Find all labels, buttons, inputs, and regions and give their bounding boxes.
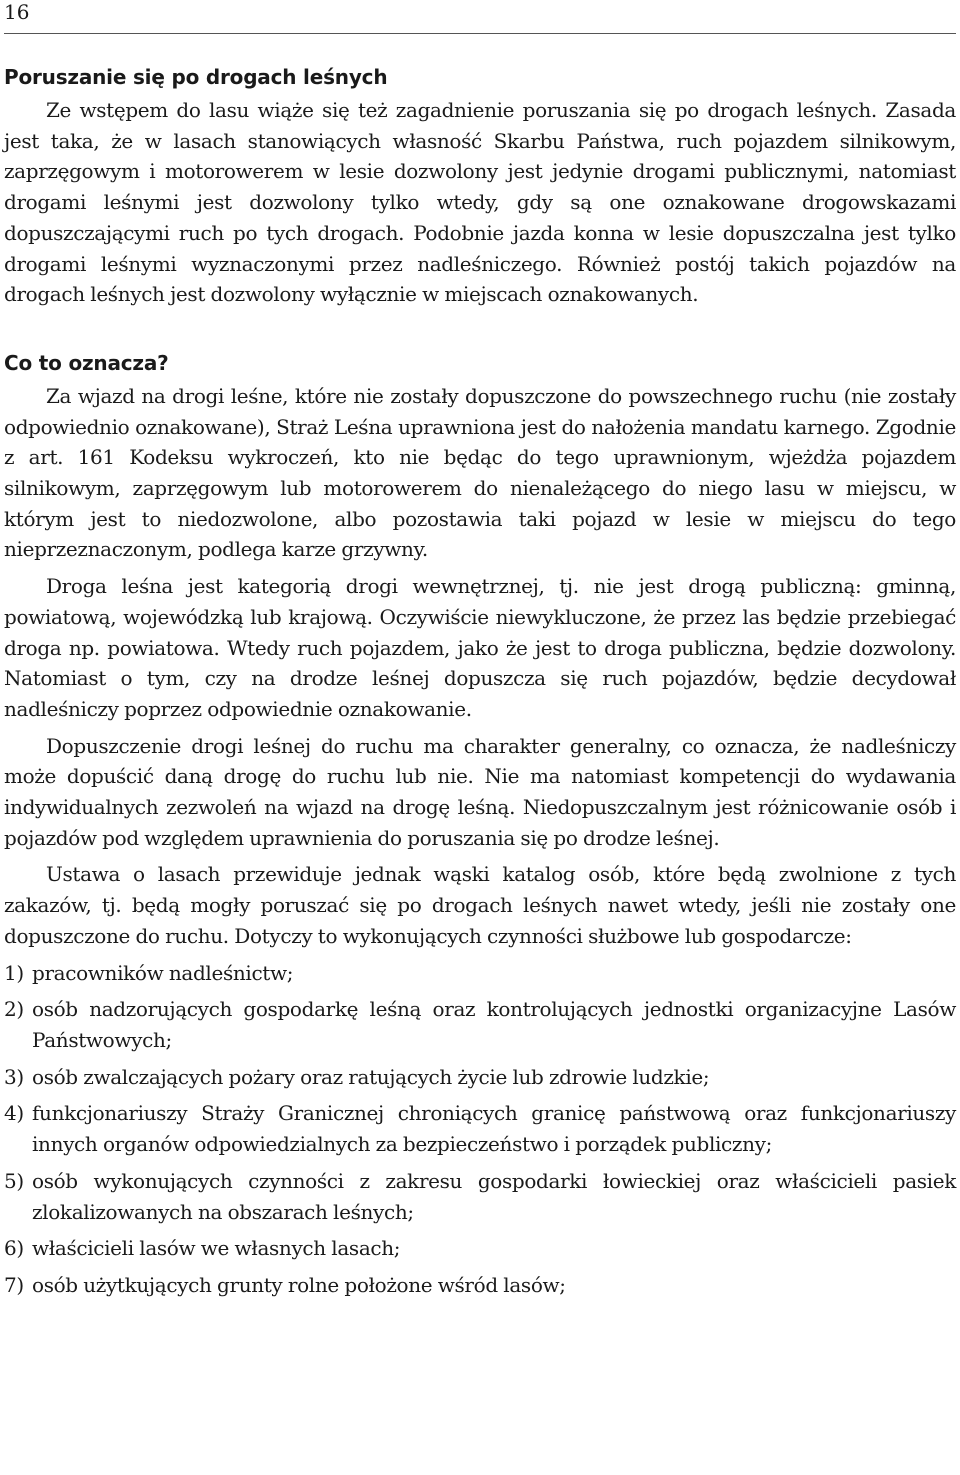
list-item-number: 5)	[4, 1168, 24, 1193]
list-item-number: 7)	[4, 1272, 24, 1297]
list-item	[4, 1166, 956, 1227]
list-item	[4, 1062, 956, 1093]
list-item-number: 4)	[4, 1101, 24, 1126]
body-paragraph: Ustawa o lasach przewiduje jednak wąski katalog osób, które będą zwolnione z tych zakazów, tj. będą mogły poruszać się po drogach leśnych nawet wtedy, jeśli nie zostały one dopuszczone do ruchu. Dotyczy to wykonujących czynności służbowe lub gospodarcze:	[4, 862, 956, 948]
page-number: 16	[4, 0, 30, 24]
list-item-number: 6)	[4, 1236, 24, 1261]
list-item-text: osób użytkujących grunty rolne położone wśród lasów;	[32, 1272, 566, 1297]
section-heading-forest-roads: Poruszanie się po drogach leśnych	[4, 65, 388, 89]
list-item-text: osób nadzorujących gospodarkę leśną oraz kontrolujących jednostki organizacyjne Lasów Państwowych;	[32, 997, 956, 1052]
body-paragraph: Dopuszczenie drogi leśnej do ruchu ma charakter generalny, co oznacza, że nadleśniczy może dopuścić daną drogę do ruchu lub nie. Nie ma natomiast kompetencji do wydawania indywidualnych zezwoleń na wjazd na drogę leśną. Niedopuszczalnym jest różnicowanie osób i pojazdów pod względem uprawnienia do poruszania się po drodze leśnej.	[4, 733, 956, 850]
list-item	[4, 1270, 956, 1301]
list-item	[4, 994, 956, 1055]
list-item-number: 3)	[4, 1064, 24, 1089]
header-rule	[4, 33, 956, 34]
exemption-list	[4, 958, 956, 1301]
list-item-text: pracowników nadleśnictw;	[32, 960, 294, 985]
intro-paragraph: Ze wstępem do lasu wiąże się też zagadnienie poruszania się po drogach leśnych. Zasada jest taka, że w lasach stanowiących własność Skarbu Państwa, ruch pojazdem silnikowym, zaprzęgowym i motorowerem w lesie dozwolony jest jedynie drogami publicznymi, natomiast drogami leśnymi jest dozwolony tylko wtedy, gdy są one oznakowane drogowskazami dopuszczającymi ruch po tych drogach. Podobnie jazda konna w lesie dopuszczalna jest tylko drogami leśnymi wyznaczonymi przez nadleśniczego. Również postój takich pojazdów na drogach leśnych jest dozwolony wyłącznie w miejscach oznakowanych.	[4, 98, 956, 307]
list-item-number: 2)	[4, 997, 24, 1022]
list-item-text: właścicieli lasów we własnych lasach;	[32, 1236, 401, 1261]
body-paragraph: Za wjazd na drogi leśne, które nie zostały dopuszczone do powszechnego ruchu (nie zostały odpowiednio oznakowane), Straż Leśna uprawniona jest do nałożenia mandatu karnego. Zgodnie z art. 161 Kodeksu wykroczeń, kto nie będąc do tego uprawnionym, wjeżdża pojazdem silnikowym, zaprzęgowym lub motorowerem do nienależącego do niego lasu w miejscu, w którym jest to niedozwolone, albo pozostawia taki pojazd w lesie w miejscu do tego nieprzeznaczonym, podlega karze grzywny.	[4, 383, 956, 562]
list-item	[4, 958, 956, 989]
page-content	[4, 62, 956, 1307]
list-item-text: funkcjonariuszy Straży Granicznej chroniących granicę państwową oraz funkcjonariuszy innych organów odpowiedzialnych za bezpieczeństwo i porządek publiczny;	[32, 1101, 956, 1157]
list-item-text: osób zwalczających pożary oraz ratujących życie lub zdrowie ludzkie;	[32, 1064, 710, 1089]
list-item-number: 1)	[4, 960, 24, 985]
body-paragraph: Droga leśna jest kategorią drogi wewnętrznej, tj. nie jest drogą publiczną: gminną, powiatową, wojewódzką lub krajową. Oczywiście niewykluczone, że przez las będzie przebiegać droga np. powiatowa. Wtedy ruch pojazdem, jako że jest to droga publiczna, będzie dozwolony. Natomiast o tym, czy na drodze leśnej dopuszcza się ruch pojazdów, będzie decydował nadleśniczy poprzez odpowiednie oznakowanie.	[4, 574, 956, 721]
list-item	[4, 1233, 956, 1264]
section-heading-meaning: Co to oznacza?	[4, 350, 169, 375]
list-item	[4, 1098, 956, 1159]
list-item-text: osób wykonujących czynności z zakresu gospodarki łowieckiej oraz właścicieli pasiek zlokalizowanych na obszarach leśnych;	[32, 1168, 956, 1224]
